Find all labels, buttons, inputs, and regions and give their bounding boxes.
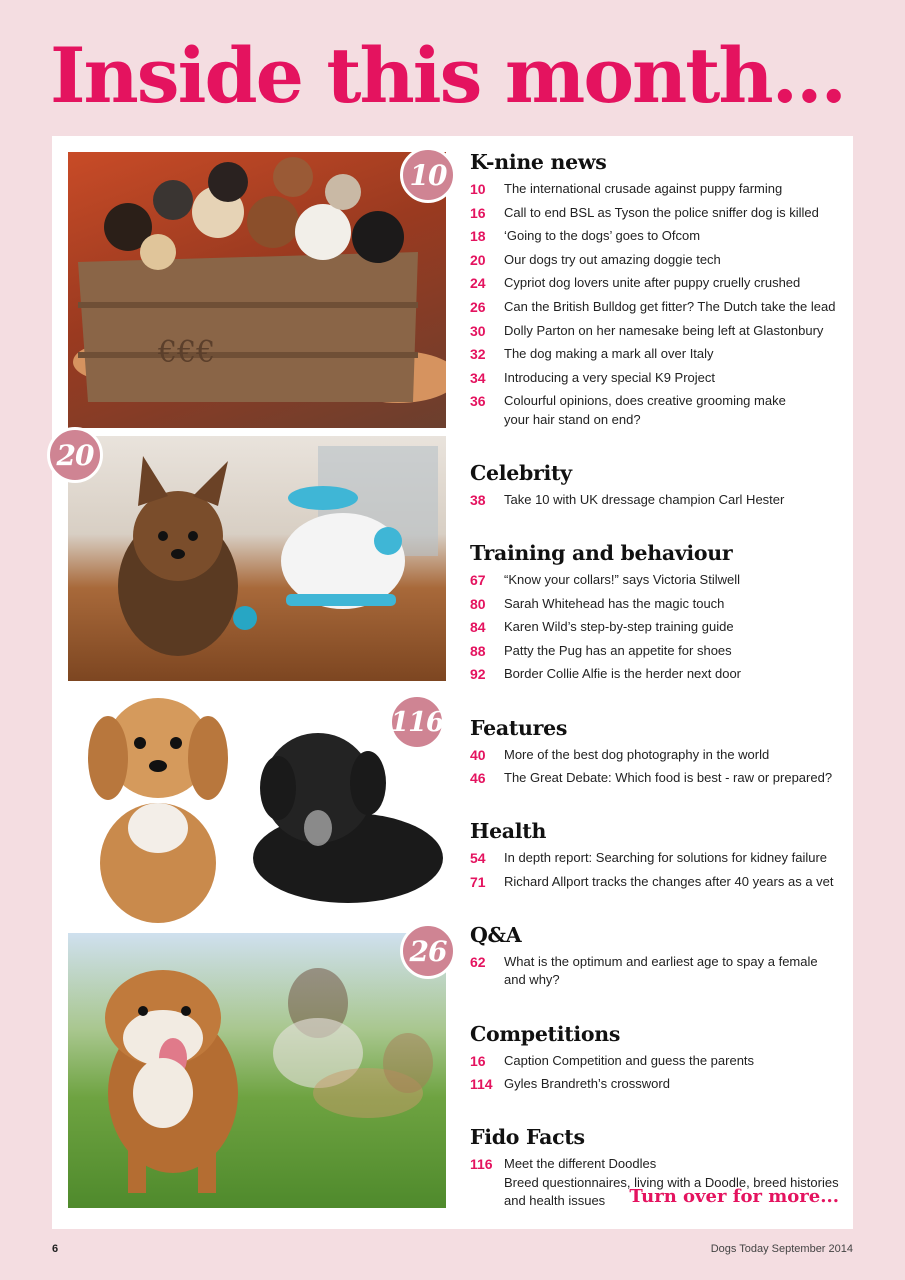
list-item — [470, 953, 850, 989]
item-text: The dog making a mark all over Italy — [504, 346, 714, 362]
section-celebrity — [470, 461, 850, 509]
list-item — [470, 491, 850, 509]
page-number: 71 — [470, 873, 486, 890]
page-number: 84 — [470, 619, 486, 636]
page-number: 36 — [470, 393, 486, 410]
page-number: 114 — [470, 1076, 493, 1093]
list-item — [470, 180, 850, 198]
item-text: ‘Going to the dogs’ goes to Ofcom — [504, 228, 701, 244]
bulldog-on-grass-photo — [68, 933, 446, 1208]
list-item — [470, 227, 850, 245]
section-competitions — [470, 1022, 850, 1094]
list-item — [470, 746, 850, 764]
section-title: Q&A — [470, 923, 522, 948]
turn-over-link: Turn over for more... — [629, 1186, 839, 1207]
page-number: 80 — [470, 595, 486, 612]
section-title: Fido Facts — [470, 1125, 585, 1150]
item-text: Dolly Parton on her namesake being left at Glastonbury — [504, 322, 824, 338]
list-item — [470, 595, 850, 613]
list-item — [470, 392, 850, 428]
section-title: Celebrity — [470, 460, 572, 485]
section-health — [470, 819, 850, 891]
page-number: 16 — [470, 1052, 486, 1069]
page-badge-20: 20 — [47, 427, 103, 483]
item-text: Caption Competition and guess the parents — [504, 1052, 755, 1068]
list-item — [470, 204, 850, 222]
page-number: 116 — [470, 1156, 493, 1173]
list-item — [470, 1052, 850, 1070]
list-item — [470, 298, 850, 316]
item-text: Introducing a very special K9 Project — [504, 369, 715, 385]
page-number: 10 — [470, 181, 486, 197]
item-text: Call to end BSL as Tyson the police sniffer dog is killed — [504, 204, 819, 220]
list-item — [470, 369, 850, 387]
section-q-and-a — [470, 923, 850, 989]
list-item — [470, 665, 850, 683]
page-number: 20 — [470, 251, 486, 268]
page-number: 46 — [470, 770, 486, 787]
item-text: In depth report: Searching for solutions for kidney failure — [504, 850, 828, 866]
item-text: Richard Allport tracks the changes after 40 years as a vet — [504, 873, 834, 889]
item-text: What is the optimum and earliest age to spay a female and why? — [504, 954, 818, 988]
item-text: Meet the different Doodles Breed questionnaires, living with a Doodle, breed histories and health issues — [504, 1156, 839, 1208]
item-text: Cypriot dog lovers unite after puppy cruelly crushed — [504, 275, 801, 291]
page-number: 30 — [470, 322, 486, 339]
section-features — [470, 716, 850, 788]
page-number-footer: 6 — [52, 1243, 59, 1255]
item-text: Can the British Bulldog get fitter? The Dutch take the lead — [504, 298, 836, 314]
section-title: Features — [470, 715, 568, 740]
list-item — [470, 322, 850, 340]
item-text: Gyles Brandreth’s crossword — [504, 1076, 670, 1092]
item-text: Border Collie Alfie is the herder next door — [504, 666, 742, 682]
item-text: The Great Debate: Which food is best - raw or prepared? — [504, 770, 833, 786]
list-item — [470, 345, 850, 363]
list-item — [470, 873, 850, 891]
item-text: Sarah Whitehead has the magic touch — [504, 595, 725, 611]
page-badge-26: 26 — [400, 923, 456, 979]
section-training-and-behaviour — [470, 541, 850, 684]
section-title: Training and behaviour — [470, 540, 733, 565]
page-title: Inside this month... — [50, 31, 845, 120]
list-item — [470, 1075, 850, 1093]
page-number: 18 — [470, 228, 486, 245]
list-item — [470, 769, 850, 787]
section-title: K-nine news — [470, 150, 607, 174]
page-number: 16 — [470, 204, 486, 221]
list-item — [470, 642, 850, 660]
page-number: 32 — [470, 346, 486, 363]
item-text: Patty the Pug has an appetite for shoes — [504, 642, 732, 658]
page-number: 54 — [470, 850, 486, 867]
item-text: The international crusade against puppy farming — [504, 181, 783, 196]
puppies-in-crate-photo — [68, 152, 446, 428]
svg-text:€€€: €€€ — [158, 335, 216, 370]
item-text: More of the best dog photography in the world — [504, 746, 770, 762]
issue-footer: Dogs Today September 2014 — [710, 1243, 853, 1255]
list-item — [470, 618, 850, 636]
item-text: “Know your collars!” says Victoria Stilwell — [504, 571, 740, 587]
section-title: Health — [470, 819, 547, 844]
list-item — [470, 251, 850, 269]
section-title: Competitions — [470, 1021, 621, 1046]
page-number: 26 — [470, 298, 486, 315]
page-number: 40 — [470, 746, 486, 763]
table-of-contents — [470, 150, 850, 1215]
page-number: 67 — [470, 571, 486, 588]
section-k-nine-news — [470, 150, 850, 429]
item-text: Our dogs try out amazing doggie tech — [504, 251, 721, 267]
page-number: 24 — [470, 275, 486, 292]
page-badge-116: 116 — [389, 694, 445, 750]
item-text: Karen Wild’s step-by-step training guide — [504, 619, 734, 635]
page-number: 92 — [470, 666, 486, 683]
item-text: Colourful opinions, does creative grooming make your hair stand on end? — [504, 393, 786, 427]
list-item — [470, 571, 850, 589]
page-number: 88 — [470, 642, 486, 659]
list-item — [470, 849, 850, 867]
page-number: 34 — [470, 369, 486, 386]
page-number: 62 — [470, 954, 486, 971]
yorkie-ball-launcher-photo — [68, 436, 446, 681]
page-number: 38 — [470, 491, 486, 508]
page-badge-10: 10 — [400, 147, 456, 203]
item-text: Take 10 with UK dressage champion Carl Hester — [504, 491, 785, 507]
list-item — [470, 274, 850, 292]
